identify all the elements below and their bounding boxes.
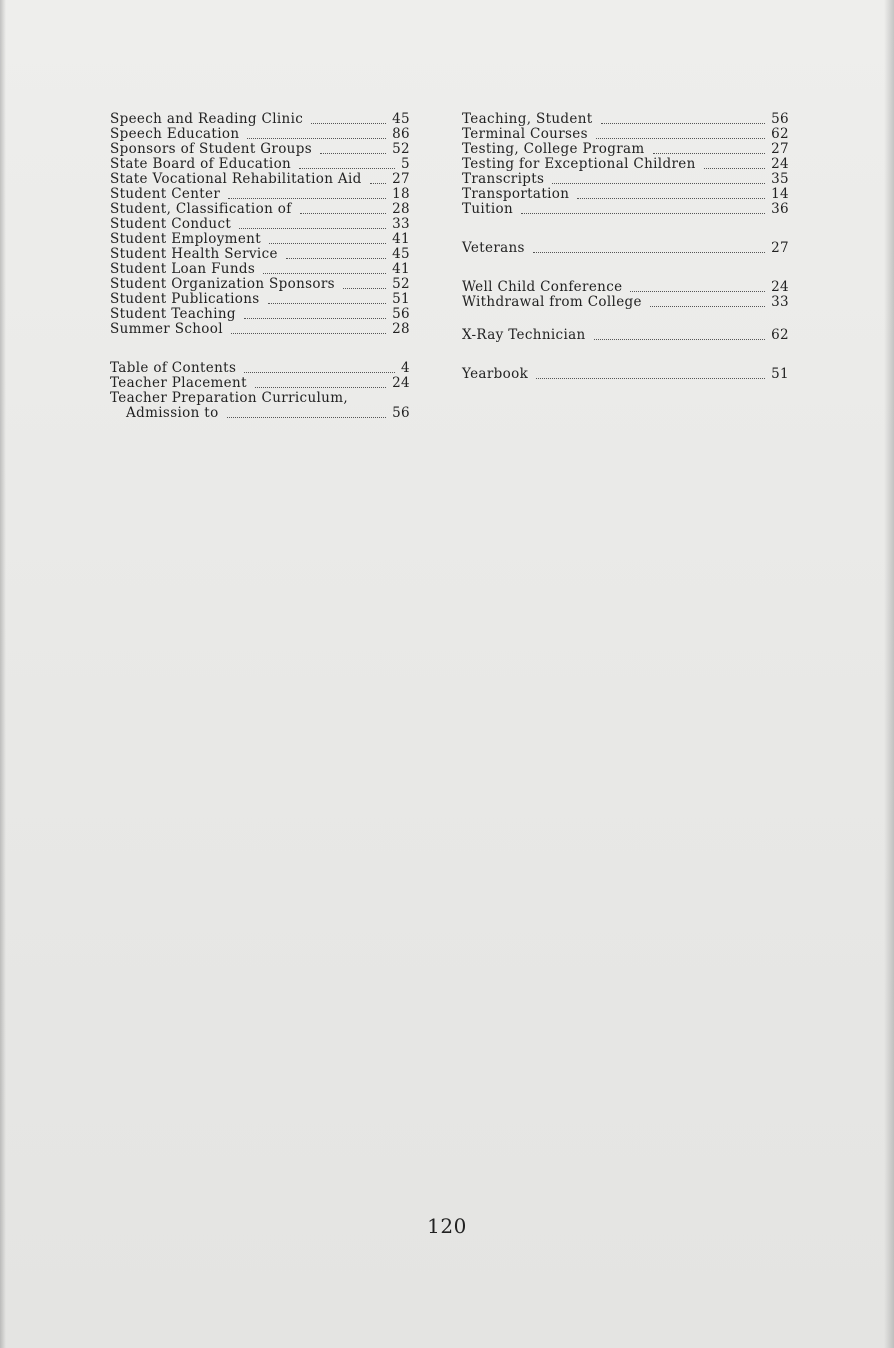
index-entry-label: Withdrawal from College: [462, 294, 642, 310]
index-entry: [110, 232, 410, 247]
index-column-left: [110, 112, 410, 421]
index-entry-label: Teacher Placement: [110, 375, 247, 391]
dot-leader: [653, 153, 766, 154]
index-entry-page: 56: [392, 306, 410, 322]
index-entry-page: 5: [401, 156, 410, 172]
index-entry-page: 52: [392, 141, 410, 157]
index-entry-page: 24: [392, 375, 410, 391]
index-entry-page: 52: [392, 276, 410, 292]
index-group: [110, 112, 410, 337]
index-entry-label: Sponsors of Student Groups: [110, 141, 312, 157]
index-entry: [462, 295, 789, 310]
dot-leader: [630, 291, 765, 292]
index-entry-page: 62: [771, 126, 789, 142]
index-entry: [110, 157, 410, 172]
index-entry: [110, 277, 410, 292]
index-entry-page: 27: [771, 240, 789, 256]
index-entry-page: 36: [771, 201, 789, 217]
index-entry-multiline: [110, 391, 410, 421]
index-entry: [110, 172, 410, 187]
index-entry: [110, 217, 410, 232]
index-entry-label: Speech and Reading Clinic: [110, 111, 304, 127]
index-group: [462, 367, 789, 382]
dot-leader: [255, 387, 386, 388]
dot-leader: [231, 333, 386, 334]
index-group: [462, 112, 789, 217]
dot-leader: [601, 123, 766, 124]
index-entry: [462, 172, 789, 187]
dot-leader: [536, 378, 765, 379]
index-entry: [110, 187, 410, 202]
index-entry-label: X-Ray Technician: [462, 327, 586, 343]
index-entry-page: 27: [771, 141, 789, 157]
index-entry-page: 18: [392, 186, 410, 202]
index-entry-label: Student, Classification of: [110, 201, 292, 217]
index-entry-label: State Board of Education: [110, 156, 292, 172]
index-entry-label: Student Health Service: [110, 246, 278, 262]
index-entry-page: 4: [401, 360, 410, 376]
index-entry: [462, 241, 789, 256]
dot-leader: [533, 252, 765, 253]
index-entry: [462, 157, 789, 172]
index-entry-label: Teaching, Student: [462, 111, 593, 127]
index-entry-label: Veterans: [462, 240, 525, 256]
index-entry-label: Student Employment: [110, 231, 261, 247]
dot-leader: [239, 228, 386, 229]
index-entry: [462, 112, 789, 127]
index-entry: [110, 262, 410, 277]
index-entry: [110, 112, 410, 127]
dot-leader: [244, 318, 386, 319]
index-entry: [110, 376, 410, 391]
dot-leader: [300, 213, 387, 214]
page-edge-right: [884, 0, 894, 1348]
dot-leader: [228, 198, 386, 199]
index-entry: [462, 187, 789, 202]
dot-leader: [269, 243, 386, 244]
index-entry-label: Student Organization Sponsors: [110, 276, 335, 292]
index-group: [462, 328, 789, 343]
index-entry-page: 33: [771, 294, 789, 310]
index-entry-label: Table of Contents: [110, 360, 237, 376]
index-entry-page: 45: [392, 111, 410, 127]
index-entry-page: 33: [392, 216, 410, 232]
index-entry-label: Terminal Courses: [462, 126, 588, 142]
index-entry-page: 24: [771, 279, 789, 295]
dot-leader: [343, 288, 386, 289]
index-entry-label: Teacher Preparation Curriculum,: [110, 390, 349, 406]
dot-leader: [263, 273, 386, 274]
index-entry-page: 45: [392, 246, 410, 262]
dot-leader: [247, 138, 386, 139]
index-entry: [462, 202, 789, 217]
index-entry-label: Student Center: [110, 186, 221, 202]
page-number: 120: [427, 1214, 467, 1238]
index-entry-label: Well Child Conference: [462, 279, 623, 295]
index-entry: [462, 280, 789, 295]
dot-leader: [320, 153, 386, 154]
index-entry-page: 41: [392, 231, 410, 247]
index-entry-label: Student Teaching: [110, 306, 236, 322]
index-entry-page: 56: [392, 405, 410, 421]
index-entry-page: 56: [771, 111, 789, 127]
index-entry: [110, 127, 410, 142]
dot-leader: [311, 123, 386, 124]
index-entry: [110, 142, 410, 157]
index-entry-label-continuation: Admission to: [126, 405, 219, 421]
dot-leader: [244, 372, 395, 373]
index-entry-label: Tuition: [462, 201, 514, 217]
index-entry-page: 28: [392, 201, 410, 217]
index-entry-label: Summer School: [110, 321, 223, 337]
dot-leader: [268, 303, 387, 304]
index-entry: [110, 202, 410, 217]
index-column-right: [462, 112, 789, 382]
index-group: [462, 280, 789, 310]
dot-leader: [227, 417, 387, 418]
index-entry: [462, 367, 789, 382]
index-entry-label: Student Loan Funds: [110, 261, 256, 277]
dot-leader: [594, 339, 766, 340]
index-entry-page: 62: [771, 327, 789, 343]
index-entry-page: 35: [771, 171, 789, 187]
dot-leader: [370, 183, 386, 184]
index-entry: [110, 247, 410, 262]
dot-leader: [521, 213, 765, 214]
index-entry-label: Yearbook: [462, 366, 529, 382]
index-entry: [462, 127, 789, 142]
dot-leader: [577, 198, 765, 199]
index-entry: [462, 328, 789, 343]
index-entry-page: 41: [392, 261, 410, 277]
dot-leader: [286, 258, 386, 259]
index-entry-label: State Vocational Rehabilitation Aid: [110, 171, 362, 187]
page-edge-left: [0, 0, 6, 1348]
index-entry-page: 51: [771, 366, 789, 382]
dot-leader: [299, 168, 395, 169]
index-entry-label: Transcripts: [462, 171, 545, 187]
dot-leader: [704, 168, 765, 169]
index-entry-label: Student Publications: [110, 291, 260, 307]
dot-leader: [650, 306, 765, 307]
index-entry-label: Testing for Exceptional Children: [462, 156, 696, 172]
dot-leader: [552, 183, 765, 184]
index-entry-label: Testing, College Program: [462, 141, 645, 157]
index-entry-page: 51: [392, 291, 410, 307]
index-entry: [462, 142, 789, 157]
index-entry-page: 28: [392, 321, 410, 337]
index-group: [110, 361, 410, 391]
index-entry-page: 86: [392, 126, 410, 142]
dot-leader: [596, 138, 765, 139]
index-entry: [110, 361, 410, 376]
index-entry-label: Student Conduct: [110, 216, 232, 232]
index-entry-label: Transportation: [462, 186, 570, 202]
index-entry-page: 14: [771, 186, 789, 202]
index-entry-page: 24: [771, 156, 789, 172]
index-entry: [110, 307, 410, 322]
index-entry: [110, 292, 410, 307]
index-entry-page: 27: [392, 171, 410, 187]
index-group: [462, 241, 789, 256]
index-entry-label: Speech Education: [110, 126, 240, 142]
index-entry: [110, 322, 410, 337]
